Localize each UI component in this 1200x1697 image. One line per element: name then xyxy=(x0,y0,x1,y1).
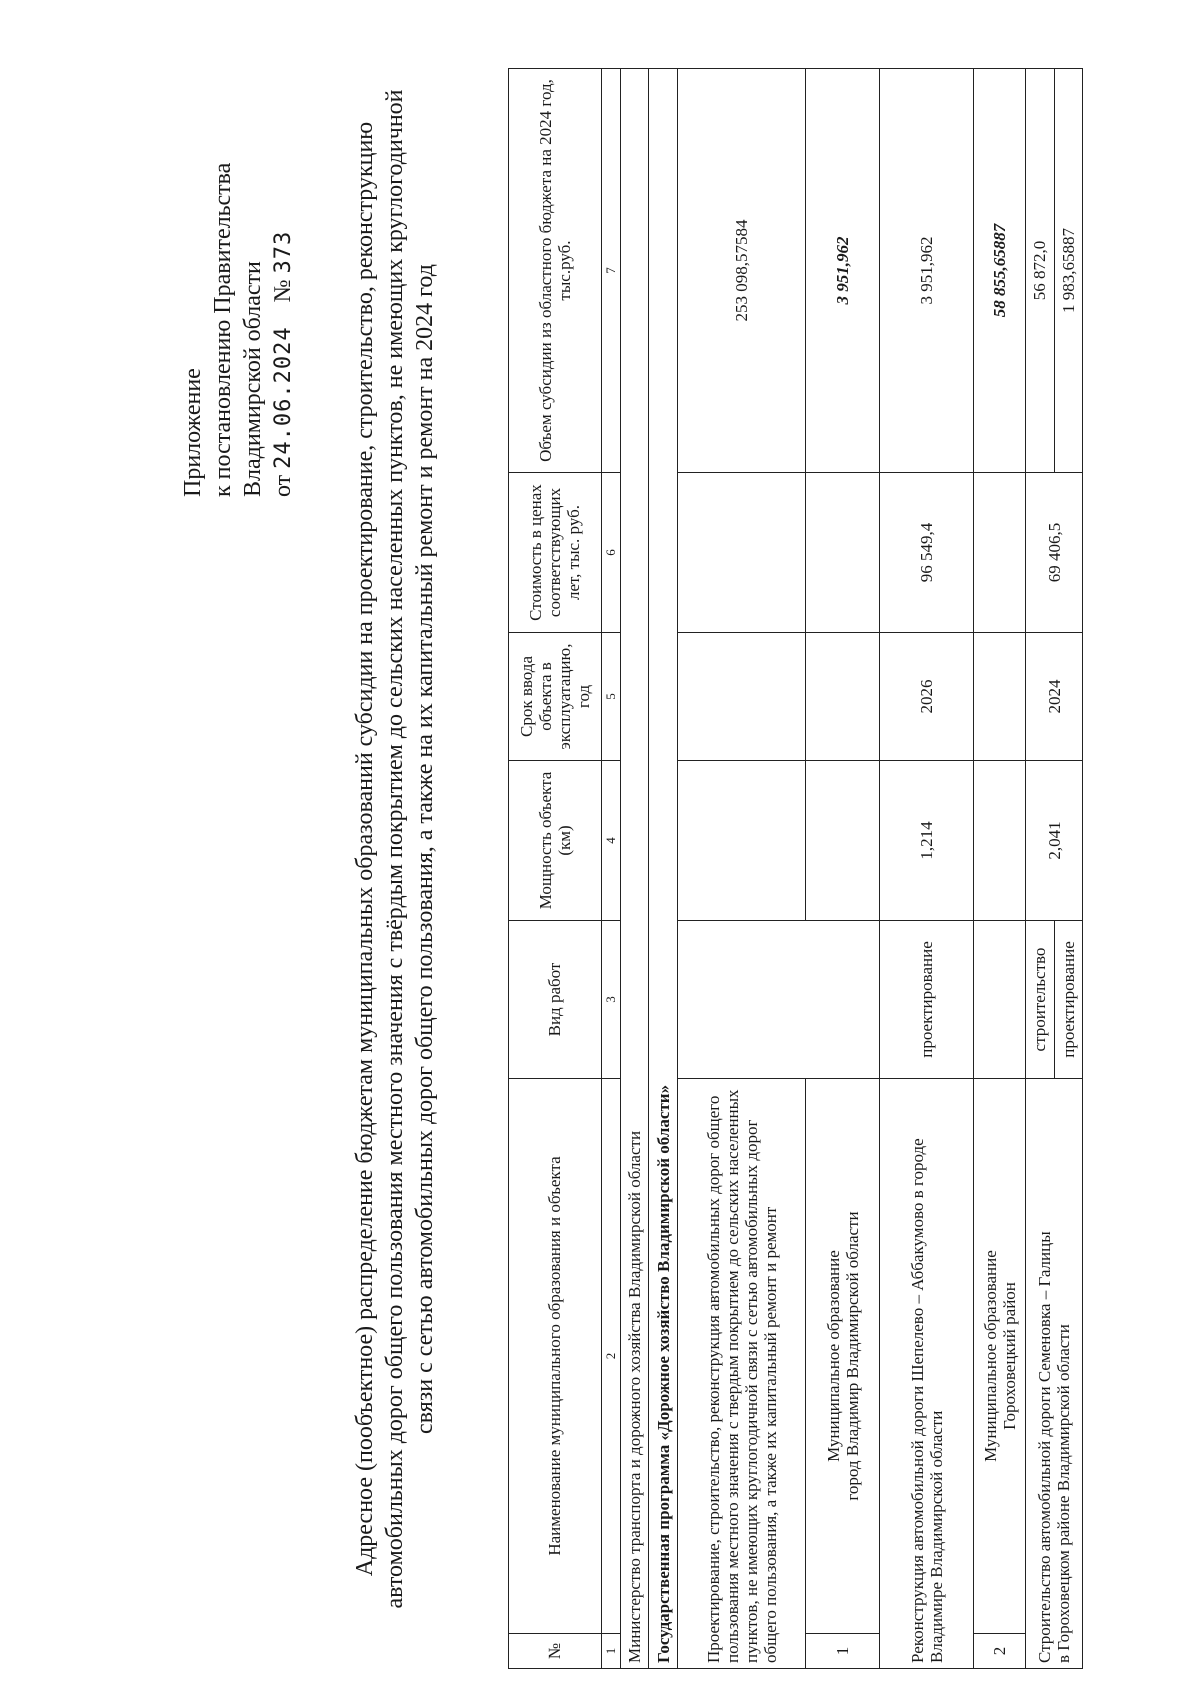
header-row xyxy=(509,69,602,1669)
object2-work-type-design: проектирование xyxy=(1054,921,1082,1079)
program-name: Государственная программа «Дорожное хозяйство Владимирской области» xyxy=(649,69,677,1669)
empty-cell xyxy=(806,473,880,633)
column-number: 6 xyxy=(601,473,621,633)
object2-subsidy-design: 1 983,65887 xyxy=(1054,69,1082,473)
ministry-row xyxy=(621,69,649,1669)
resolution-date: 24.06.2024 xyxy=(271,326,296,469)
object2-name-line1: Строительство автомобильной дороги Семеновка – Галицы xyxy=(1035,1231,1055,1663)
mo1-number: 1 xyxy=(806,1634,880,1669)
section-description: Проектирование, строительство, реконструкция автомобильных дорог общего пользования местного значения с твердым покрытием до сельских населенных пунктов, не имеющих круглогодичной связи с сетью автомобильных дорог общего пользования, а также их капитальный ремонт и ремонт xyxy=(677,1079,806,1669)
column-number: 4 xyxy=(601,761,621,921)
object1-year: 2026 xyxy=(880,633,974,761)
column-number: 1 xyxy=(601,1634,621,1669)
object2-name-line2: в Гороховецком районе Владимирской области xyxy=(1054,1324,1074,1663)
empty-cell xyxy=(974,921,1026,1079)
date-prefix: от xyxy=(270,474,296,497)
object2-subsidy-construction: 56 872,0 xyxy=(1026,69,1054,473)
subsidy-table xyxy=(508,68,1083,1669)
empty-cell xyxy=(806,921,880,1079)
mo1-name-line2: город Владимир Владимирской области xyxy=(842,1211,862,1501)
empty-cell xyxy=(806,761,880,921)
column-number: 7 xyxy=(601,69,621,473)
object2-name xyxy=(1026,1079,1083,1669)
mo2-number: 2 xyxy=(974,1634,1026,1669)
appendix-line-3: Владимирской области xyxy=(240,261,266,497)
object1-capacity: 1,214 xyxy=(880,761,974,921)
empty-cell xyxy=(677,761,806,921)
empty-cell xyxy=(974,633,1026,761)
object1-work-type: проектирование xyxy=(880,921,974,1079)
mo1-name-line1: Муниципальное образование xyxy=(823,1250,843,1462)
mo2-row xyxy=(974,69,1026,1669)
appendix-block xyxy=(178,163,299,497)
empty-cell xyxy=(677,921,806,1079)
object2-capacity: 2,041 xyxy=(1026,761,1083,921)
mo2-subsidy: 58 855,65887 xyxy=(974,69,1026,473)
appendix-line-2: к постановлению Правительства xyxy=(210,162,236,497)
mo1-name xyxy=(806,1079,880,1634)
object2-year: 2024 xyxy=(1026,633,1083,761)
header-name: Наименование муниципального образования и объекта xyxy=(509,1079,602,1634)
empty-cell xyxy=(677,473,806,633)
document-title: Адресное (пообъектное) распределение бюджетам муниципальных образований субсидии на проектирование, строительство, реконструкцию автомобильных дорог общего пользования местного значения с твёрдым покрытием до сельских населенных пунктов, не имеющих круглогодичной связи с сетью автомобильных дорог общего пользования, а также на их капитальный ремонт и ремонт на 2024 год xyxy=(352,89,438,1609)
empty-cell xyxy=(974,473,1026,633)
resolution-number: 373 xyxy=(271,230,296,274)
object2-row xyxy=(1026,69,1054,1669)
object2-cost: 69 406,5 xyxy=(1026,473,1083,633)
object1-row xyxy=(880,69,974,1669)
column-number: 2 xyxy=(601,1079,621,1634)
header-year: Срок ввода объекта в эксплуатацию, год xyxy=(509,633,602,761)
object2-work-type-construction: строительство xyxy=(1026,921,1054,1079)
mo2-name xyxy=(974,1079,1026,1634)
appendix-line-1: Приложение xyxy=(180,368,206,497)
header-subsidy: Объем субсидии из областного бюджета на 2024 год, тыс.руб. xyxy=(509,69,602,473)
mo2-name-line1: Муниципальное образование xyxy=(980,1250,1000,1462)
section-row xyxy=(677,69,806,1669)
header-capacity: Мощность объекта (км) xyxy=(509,761,602,921)
object1-name: Реконструкция автомобильной дороги Шепелево – Аббакумово в городе Владимире Владимирской области xyxy=(880,1079,974,1669)
header-num: № xyxy=(509,1634,602,1669)
header-cost: Стоимость в ценах соответствующих лет, тыс. руб. xyxy=(509,473,602,633)
empty-cell xyxy=(806,633,880,761)
section-subsidy: 253 098,57584 xyxy=(677,69,806,473)
empty-cell xyxy=(974,761,1026,921)
mo1-subsidy: 3 951,962 xyxy=(806,69,880,473)
ministry-name: Министерство транспорта и дорожного хозяйства Владимирской области xyxy=(621,69,649,1669)
mo2-name-line2: Гороховецкий район xyxy=(999,1282,1019,1430)
object1-cost: 96 549,4 xyxy=(880,473,974,633)
object1-subsidy: 3 951,962 xyxy=(880,69,974,473)
program-row xyxy=(649,69,677,1669)
header-work-type: Вид работ xyxy=(509,921,602,1079)
mo1-row xyxy=(806,69,880,1669)
column-number: 5 xyxy=(601,633,621,761)
number-sign: № xyxy=(270,279,296,303)
column-number: 3 xyxy=(601,921,621,1079)
appendix-date-line xyxy=(268,163,299,497)
column-number-row xyxy=(601,69,621,1669)
empty-cell xyxy=(677,633,806,761)
